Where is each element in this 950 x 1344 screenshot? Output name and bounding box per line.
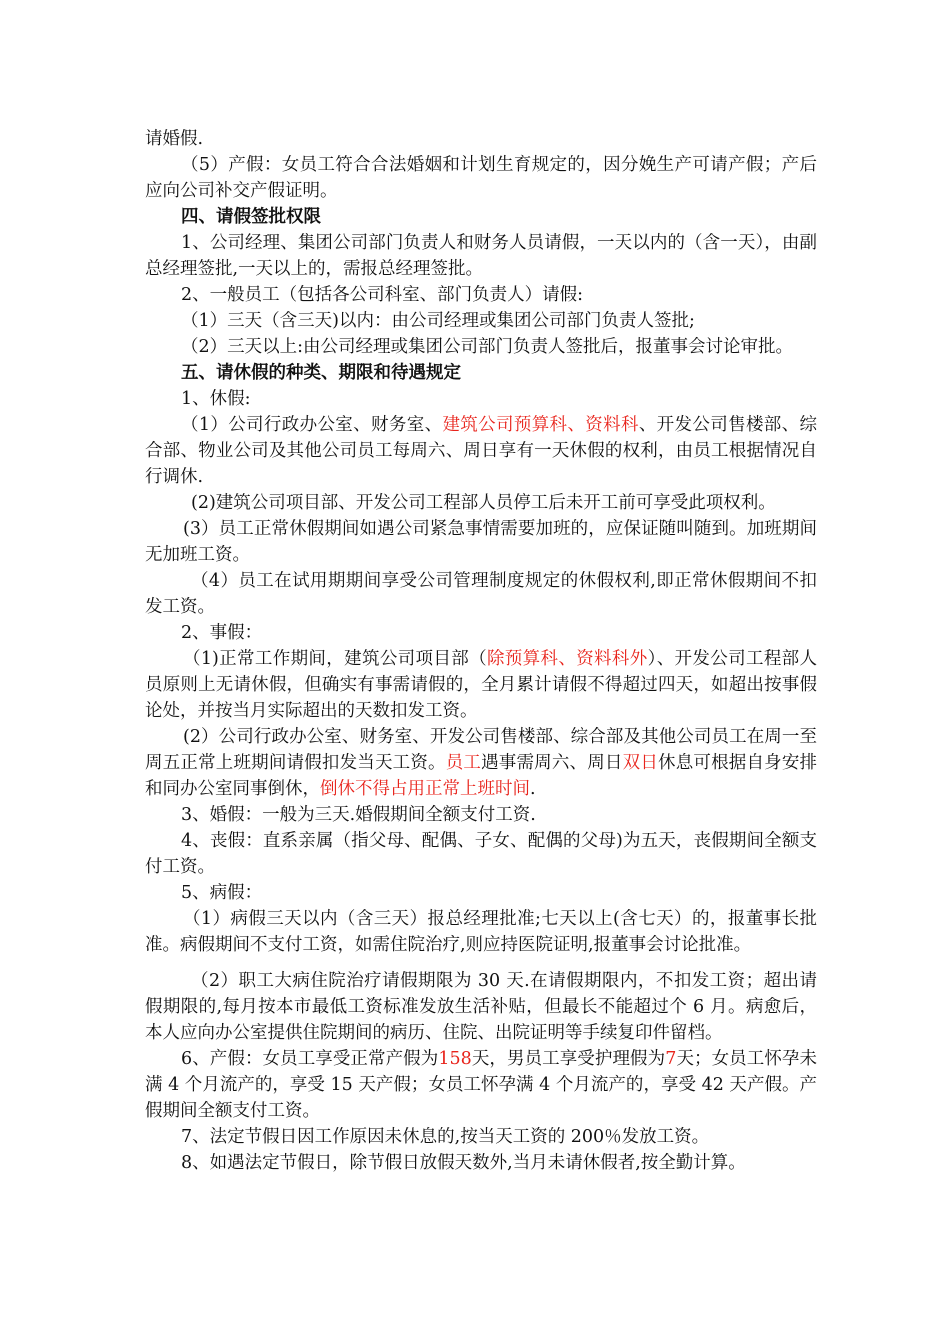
- highlighted-text: 员工: [445, 753, 482, 773]
- highlighted-text: 建筑公司预算科、资料科: [442, 415, 639, 435]
- text-segment: (3）员工正常休假期间如遇公司紧急事情需要加班的，应保证随叫随到。加班期间无加班工资。: [145, 519, 817, 565]
- document-page: [145, 126, 817, 1176]
- paragraph: [145, 880, 817, 906]
- paragraph: [145, 412, 817, 490]
- text-segment: 1、休假:: [181, 389, 251, 409]
- highlighted-text: 双日: [622, 753, 659, 773]
- section-heading: [145, 360, 817, 386]
- text-segment: 天，男员工享受护理假为: [471, 1049, 666, 1069]
- paragraph: [145, 1150, 817, 1176]
- text-segment: 7、法定节假日因工作原因未休息的,按当天工资的 200％发放工资。: [181, 1127, 710, 1147]
- paragraph: [145, 724, 817, 802]
- paragraph: [145, 1046, 817, 1124]
- paragraph: [145, 126, 817, 152]
- text-segment: （1）公司行政办公室、财务室、: [181, 415, 443, 435]
- text-segment: （2）三天以上:由公司经理或集团公司部门负责人签批后，报董事会讨论审批。: [181, 337, 794, 357]
- text-segment: 6、产假：女员工享受正常产假为: [181, 1049, 439, 1069]
- text-segment: （5）产假：女员工符合合法婚姻和计划生育规定的，因分娩生产可请产假；产后应向公司补交产假证明。: [145, 155, 817, 201]
- section-heading: [145, 204, 817, 230]
- paragraph: [145, 568, 817, 620]
- text-segment: （2）职工大病住院治疗请假期限为 30 天.在请假期限内，不扣发工资；超出请假期限的,每月按本市最低工资标准发放生活补贴，但最长不能超过个 6 月。病愈后，本人应向办公室提供住院期间的病历、住院、出院证明等手续复印件留档。: [145, 971, 817, 1043]
- paragraph: [145, 334, 817, 360]
- text-segment: 4、丧假：直系亲属（指父母、配偶、子女、配偶的父母)为五天，丧假期间全额支付工资。: [145, 831, 817, 877]
- paragraph: [145, 828, 817, 880]
- text-segment: （1)正常工作期间，建筑公司项目部（: [183, 649, 487, 669]
- text-segment: 1、公司经理、集团公司部门负责人和财务人员请假，一天以内的（含一天），由副总经理签批,一天以上的，需报总经理签批。: [145, 233, 817, 279]
- text-segment: 3、婚假：一般为三天.婚假期间全额支付工资.: [181, 805, 536, 825]
- paragraph: [145, 968, 817, 1046]
- paragraph: [145, 516, 817, 568]
- paragraph: [145, 620, 817, 646]
- text-segment: （1）三天（含三天)以内：由公司经理或集团公司部门负责人签批;: [181, 311, 695, 331]
- text-segment: (2）公司行政办公室、财务室、开发公司售楼部、综合部及其他公司员工在周一至周五正常上班期间请假扣发当天工资。: [145, 727, 817, 773]
- text-segment: （1）病假三天以内（含三天）报总经理批准;七天以上(含七天）的，报董事长批准。病假期间不支付工资，如需住院治疗,则应持医院证明,报董事会讨论批准。: [145, 909, 817, 955]
- paragraph: [145, 308, 817, 334]
- text-segment: 2、一般员工（包括各公司科室、部门负责人）请假:: [181, 285, 584, 305]
- text-segment: .: [530, 779, 536, 799]
- text-segment: 五、请休假的种类、期限和待遇规定: [181, 363, 461, 383]
- text-segment: 天；女员工怀孕未满 4 个月流产的，享受 15 天产假；女员工怀孕满 4 个月流产的，享受 42 天产假。产假期间全额支付工资。: [145, 1049, 818, 1121]
- text-segment: 请婚假.: [145, 129, 204, 149]
- paragraph: [145, 282, 817, 308]
- paragraph: [145, 1124, 817, 1150]
- text-segment: ）、开发公司工程部人员原则上无请休假，但确实有事需请假的，全月累计请假不得超过四天，如超出按事假论处，并按当月实际超出的天数扣发工资。: [145, 649, 818, 721]
- paragraph: [145, 802, 817, 828]
- paragraph: [145, 152, 817, 204]
- highlighted-text: 倒休不得占用正常上班时间: [320, 779, 530, 799]
- paragraph: [145, 646, 817, 724]
- text-segment: （4）员工在试用期期间享受公司管理制度规定的休假权利,即正常休假期间不扣发工资。: [145, 571, 817, 617]
- paragraph: [145, 490, 817, 516]
- text-segment: 5、病假：: [181, 883, 263, 903]
- text-segment: 四、请假签批权限: [181, 207, 321, 227]
- text-segment: 休息可根据自身安排和同办公室同事倒休，: [145, 753, 818, 799]
- text-segment: (2)建筑公司项目部、开发公司工程部人员停工后未开工前可享受此项权利。: [191, 493, 776, 513]
- paragraph: [145, 906, 817, 958]
- text-segment: 8、如遇法定节假日，除节假日放假天数外,当月未请休假者,按全勤计算。: [181, 1153, 746, 1173]
- text-segment: 、开发公司售楼部、综合部、物业公司及其他公司员工每周六、周日享有一天休假的权利，由员工根据情况自行调休.: [145, 415, 818, 487]
- text-segment: 遇事需周六、周日: [481, 753, 623, 773]
- highlighted-text: 158: [438, 1049, 472, 1069]
- highlighted-text: 除预算科、资料科外: [486, 649, 648, 669]
- paragraph: [145, 386, 817, 412]
- paragraph: [145, 230, 817, 282]
- highlighted-text: 7: [665, 1049, 677, 1069]
- text-segment: 2、事假：: [181, 623, 263, 643]
